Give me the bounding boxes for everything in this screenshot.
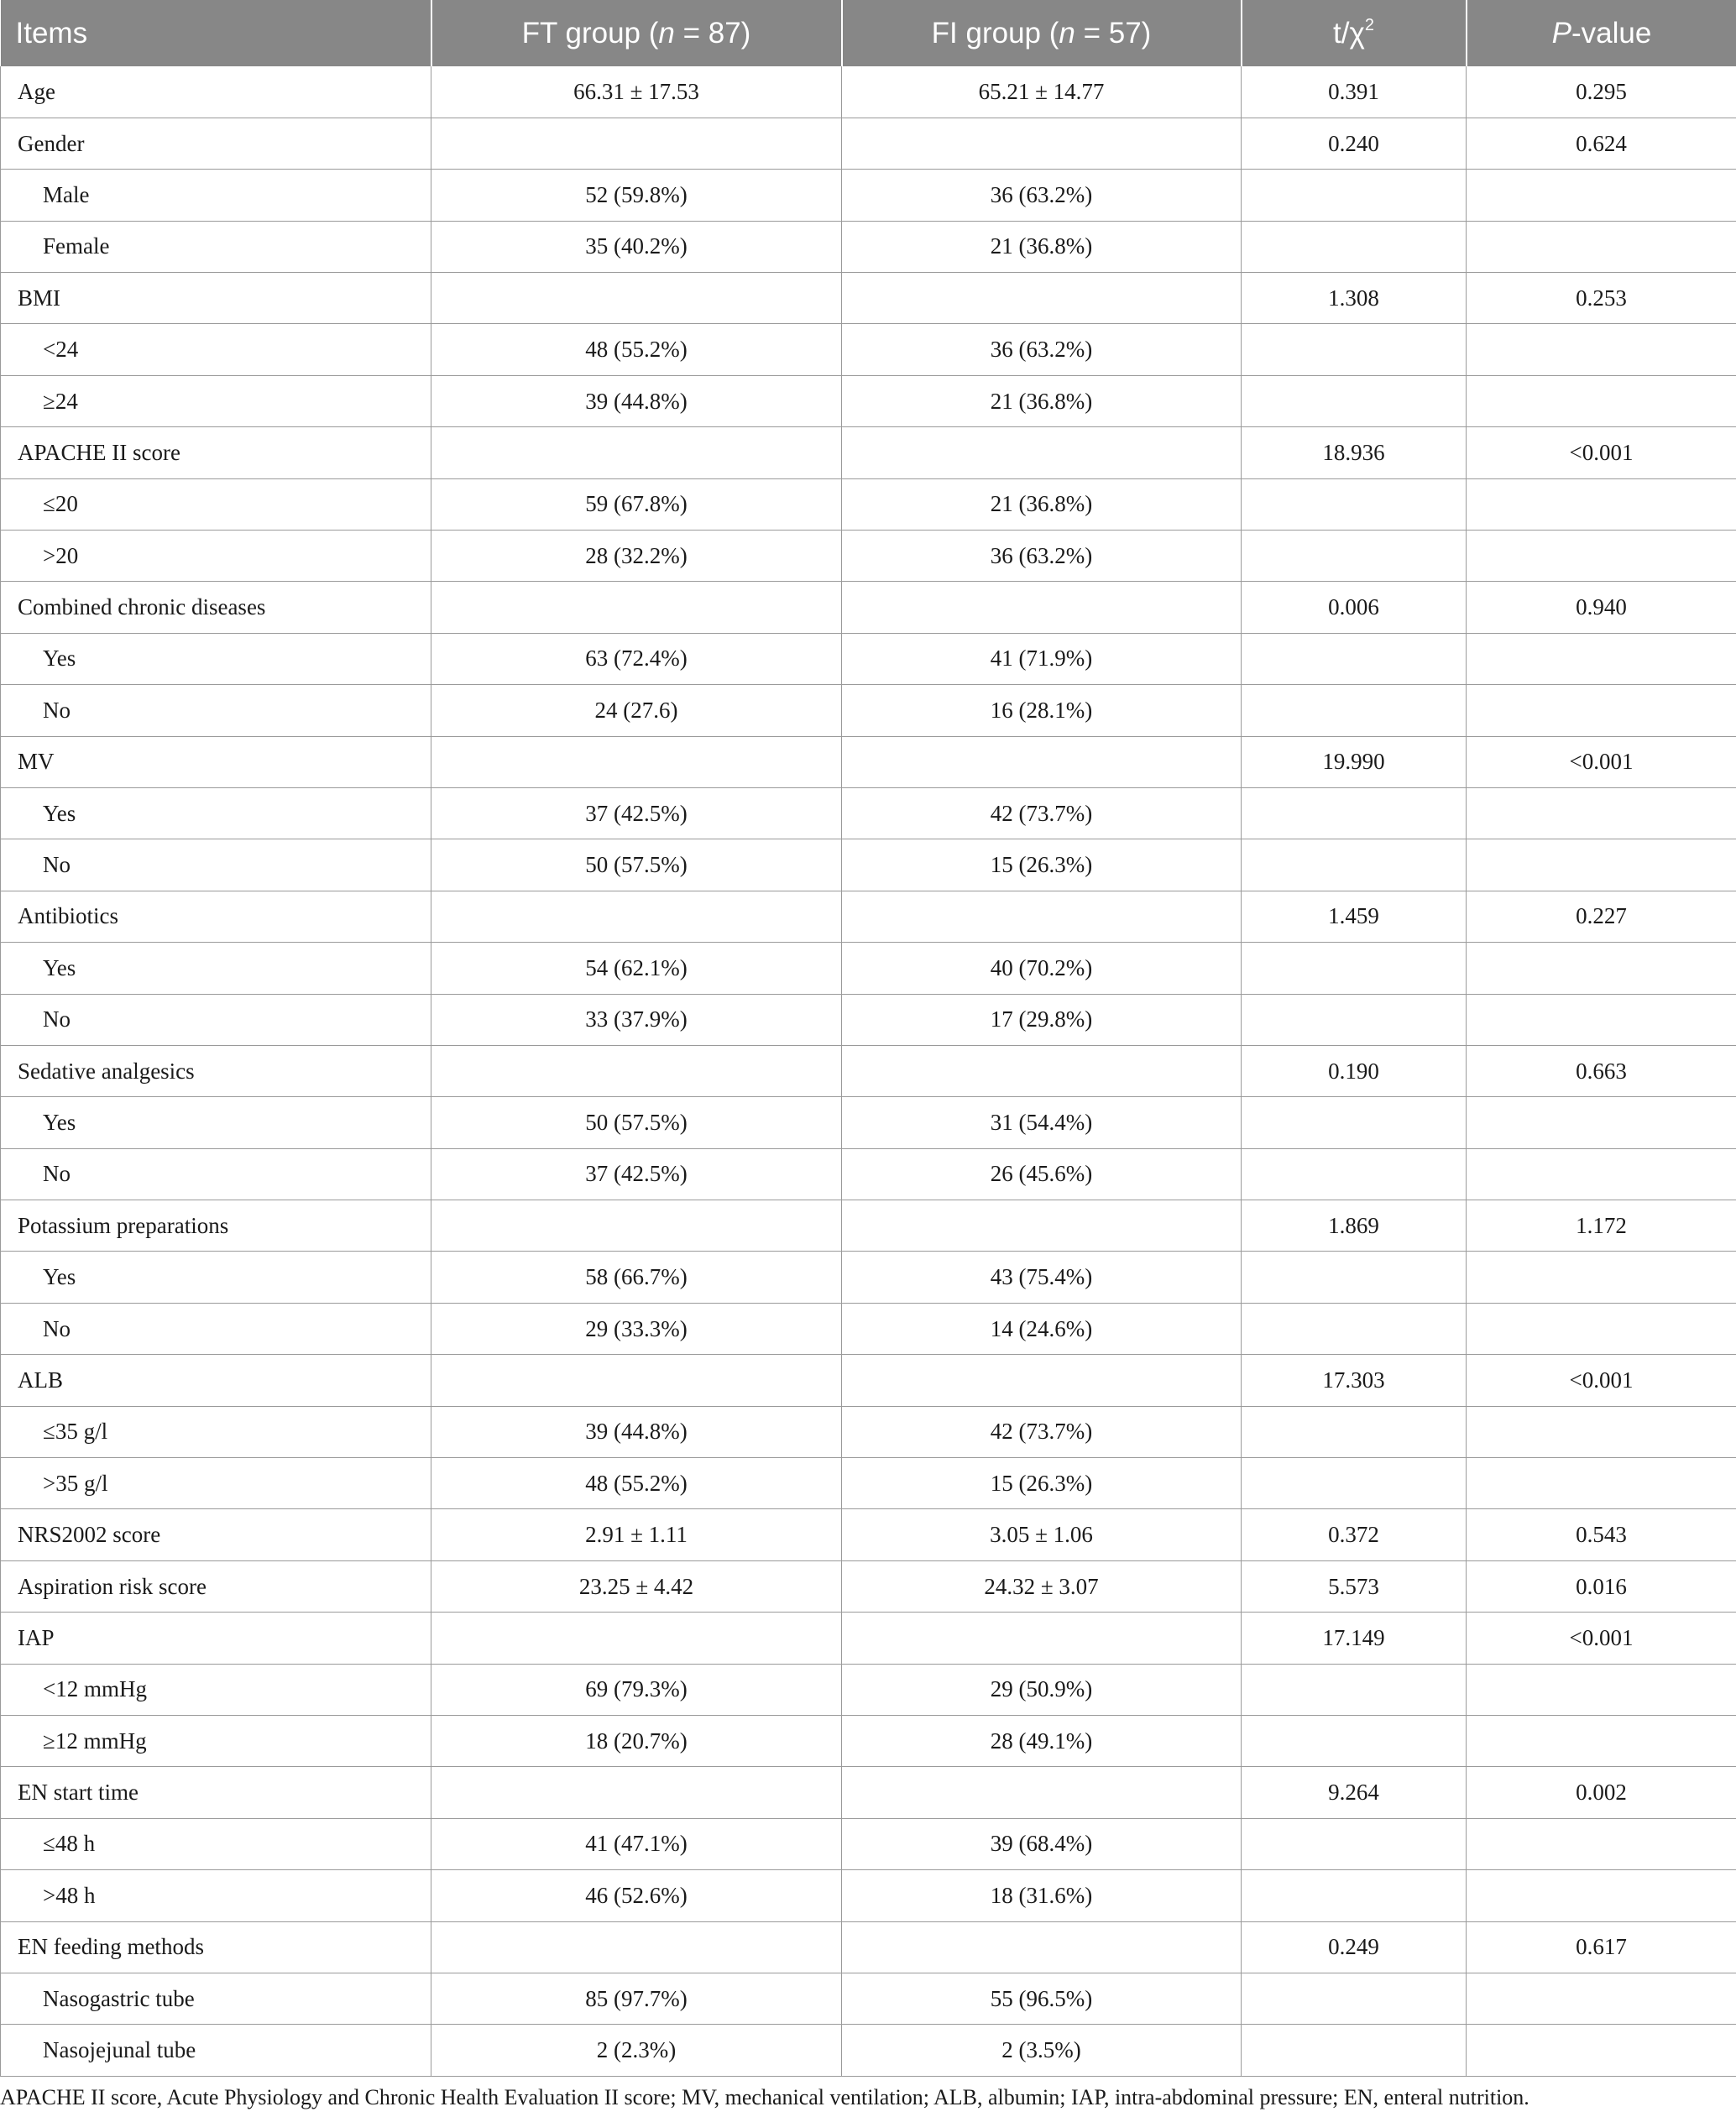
row-label: <12 mmHg [1,1664,431,1715]
fi-group-cell: 24.32 ± 3.07 [842,1560,1242,1612]
table-row [1,531,1736,582]
table-row [1,1252,1736,1303]
ft-group-cell: 28 (32.2%) [431,531,842,582]
row-label: Antibiotics [1,891,431,942]
fi-group-cell: 17 (29.8%) [842,994,1242,1045]
table-row [1,736,1736,787]
ft-group-cell: 48 (55.2%) [431,324,842,375]
table-row [1,478,1736,530]
fi-group-cell: 42 (73.7%) [842,1406,1242,1457]
header-stat-prefix: t/χ [1333,16,1365,50]
p-value-cell [1467,2025,1736,2076]
fi-group-cell [842,1613,1242,1664]
table-row [1,633,1736,684]
fi-group-cell: 21 (36.8%) [842,221,1242,272]
ft-group-cell [431,582,842,633]
ft-group-cell: 33 (37.9%) [431,994,842,1045]
ft-group-cell: 35 (40.2%) [431,221,842,272]
row-label: EN start time [1,1767,431,1818]
p-value-cell: 0.227 [1467,891,1736,942]
row-label: >48 h [1,1870,431,1921]
statistic-cell [1242,221,1467,272]
table-row [1,1716,1736,1767]
table-header [1,0,1736,66]
statistic-cell [1242,531,1467,582]
ft-group-cell: 85 (97.7%) [431,1973,842,2024]
statistic-cell: 0.190 [1242,1045,1467,1096]
fi-group-cell: 14 (24.6%) [842,1303,1242,1354]
table-footnote: APACHE II score, Acute Physiology and Chronic Health Evaluation II score; MV, mechanical ventilation; ALB, albumin; IAP, intra-abdominal pressure; EN, enteral nutrition. [0,2085,1529,2109]
fi-group-cell [842,1200,1242,1252]
row-label: IAP [1,1613,431,1664]
statistic-cell [1242,1303,1467,1354]
p-value-cell: 0.663 [1467,1045,1736,1096]
fi-group-cell: 2 (3.5%) [842,2025,1242,2076]
table-row [1,1973,1736,2024]
fi-group-cell: 43 (75.4%) [842,1252,1242,1303]
fi-group-cell [842,891,1242,942]
p-value-cell: <0.001 [1467,427,1736,478]
table-row [1,943,1736,994]
fi-group-cell [842,582,1242,633]
row-label: <24 [1,324,431,375]
fi-group-cell [842,273,1242,324]
p-value-cell: 1.172 [1467,1200,1736,1252]
ft-group-cell: 66.31 ± 17.53 [431,66,842,118]
p-value-cell: 0.617 [1467,1921,1736,1973]
statistic-cell: 17.303 [1242,1355,1467,1406]
row-label: ALB [1,1355,431,1406]
p-value-cell [1467,1406,1736,1457]
row-label: Yes [1,943,431,994]
p-value-cell [1467,1664,1736,1715]
table-row [1,170,1736,221]
statistic-cell: 0.240 [1242,118,1467,169]
fi-group-cell: 26 (45.6%) [842,1148,1242,1200]
p-value-cell: 0.940 [1467,582,1736,633]
p-value-cell [1467,531,1736,582]
row-label: ≤35 g/l [1,1406,431,1457]
fi-group-cell: 15 (26.3%) [842,1458,1242,1509]
row-label: No [1,1303,431,1354]
statistic-cell: 1.308 [1242,273,1467,324]
table-row [1,1303,1736,1354]
table-row [1,787,1736,839]
statistic-cell [1242,1870,1467,1921]
table-row [1,1045,1736,1096]
row-label: Age [1,66,431,118]
row-label: Nasojejunal tube [1,2025,431,2076]
fi-group-cell: 16 (28.1%) [842,685,1242,736]
table-row [1,1664,1736,1715]
fi-group-cell: 28 (49.1%) [842,1716,1242,1767]
table-row [1,582,1736,633]
fi-group-cell: 40 (70.2%) [842,943,1242,994]
table-row [1,1406,1736,1457]
fi-group-cell: 42 (73.7%) [842,787,1242,839]
p-value-cell [1467,787,1736,839]
fi-group-cell: 41 (71.9%) [842,633,1242,684]
row-label: ≥24 [1,375,431,426]
row-label: ≥12 mmHg [1,1716,431,1767]
fi-group-cell: 3.05 ± 1.06 [842,1509,1242,1560]
row-label: No [1,994,431,1045]
ft-group-cell: 52 (59.8%) [431,170,842,221]
p-value-cell [1467,839,1736,891]
ft-group-cell: 50 (57.5%) [431,1097,842,1148]
statistic-cell [1242,943,1467,994]
table-body [1,66,1736,2076]
header-p-suffix: -value [1571,16,1652,50]
statistic-cell [1242,1818,1467,1869]
ft-group-cell [431,736,842,787]
row-label: Male [1,170,431,221]
header-stat-sup: 2 [1364,15,1374,34]
fi-group-cell: 36 (63.2%) [842,324,1242,375]
p-value-cell [1467,1818,1736,1869]
ft-group-cell: 54 (62.1%) [431,943,842,994]
row-label: EN feeding methods [1,1921,431,1973]
p-value-cell [1467,994,1736,1045]
p-value-cell [1467,1252,1736,1303]
ft-group-cell: 39 (44.8%) [431,375,842,426]
table-row [1,891,1736,942]
p-value-cell [1467,1458,1736,1509]
header-row [1,0,1736,66]
p-value-cell [1467,943,1736,994]
fi-group-cell [842,1355,1242,1406]
table-row [1,375,1736,426]
p-value-cell: 0.624 [1467,118,1736,169]
row-label: MV [1,736,431,787]
table-row [1,324,1736,375]
p-value-cell [1467,1148,1736,1200]
header-statistic [1242,0,1467,66]
ft-group-cell: 2 (2.3%) [431,2025,842,2076]
statistic-cell: 17.149 [1242,1613,1467,1664]
statistic-cell [1242,685,1467,736]
fi-group-cell [842,1045,1242,1096]
fi-group-cell [842,118,1242,169]
fi-group-cell [842,736,1242,787]
table-row [1,1097,1736,1148]
row-label: ≤20 [1,478,431,530]
table-row [1,2025,1736,2076]
fi-group-cell: 15 (26.3%) [842,839,1242,891]
header-fi-prefix: FI group ( [931,16,1059,50]
statistic-cell: 0.391 [1242,66,1467,118]
header-ft-n: n [658,16,675,50]
row-label: Yes [1,633,431,684]
ft-group-cell: 37 (42.5%) [431,1148,842,1200]
header-ft-suffix: = 87) [674,16,751,50]
statistic-cell [1242,1664,1467,1715]
fi-group-cell: 65.21 ± 14.77 [842,66,1242,118]
statistic-cell [1242,1458,1467,1509]
ft-group-cell: 41 (47.1%) [431,1818,842,1869]
ft-group-cell [431,1767,842,1818]
p-value-cell [1467,1097,1736,1148]
table-row [1,118,1736,169]
p-value-cell [1467,1716,1736,1767]
statistic-cell [1242,787,1467,839]
ft-group-cell [431,1613,842,1664]
p-value-cell: <0.001 [1467,1613,1736,1664]
fi-group-cell: 21 (36.8%) [842,375,1242,426]
table-row [1,1870,1736,1921]
p-value-cell: 0.016 [1467,1560,1736,1612]
table-row [1,1355,1736,1406]
ft-group-cell [431,273,842,324]
p-value-cell: <0.001 [1467,1355,1736,1406]
statistic-cell: 5.573 [1242,1560,1467,1612]
fi-group-cell [842,1767,1242,1818]
row-label: Yes [1,787,431,839]
p-value-cell [1467,478,1736,530]
table-row [1,1818,1736,1869]
row-label: Yes [1,1252,431,1303]
row-label: >20 [1,531,431,582]
fi-group-cell: 31 (54.4%) [842,1097,1242,1148]
table-row [1,66,1736,118]
statistic-cell: 18.936 [1242,427,1467,478]
ft-group-cell: 69 (79.3%) [431,1664,842,1715]
header-ft-prefix: FT group ( [521,16,659,50]
ft-group-cell: 39 (44.8%) [431,1406,842,1457]
ft-group-cell: 24 (27.6) [431,685,842,736]
fi-group-cell: 39 (68.4%) [842,1818,1242,1869]
statistic-cell [1242,1097,1467,1148]
statistic-cell: 1.869 [1242,1200,1467,1252]
ft-group-cell: 23.25 ± 4.42 [431,1560,842,1612]
statistic-cell [1242,324,1467,375]
fi-group-cell: 55 (96.5%) [842,1973,1242,2024]
row-label: Female [1,221,431,272]
row-label: Nasogastric tube [1,1973,431,2024]
ft-group-cell [431,891,842,942]
table-row [1,1560,1736,1612]
header-fi-n: n [1059,16,1075,50]
statistic-cell [1242,478,1467,530]
table-row [1,685,1736,736]
row-label: Potassium preparations [1,1200,431,1252]
statistic-cell [1242,1973,1467,2024]
statistic-cell: 0.372 [1242,1509,1467,1560]
statistic-cell: 0.249 [1242,1921,1467,1973]
statistic-cell [1242,2025,1467,2076]
ft-group-cell: 63 (72.4%) [431,633,842,684]
statistic-cell [1242,1148,1467,1200]
header-ft-group [431,0,842,66]
row-label: Gender [1,118,431,169]
p-value-cell [1467,170,1736,221]
table-row [1,839,1736,891]
header-items: Items [1,0,431,66]
ft-group-cell: 29 (33.3%) [431,1303,842,1354]
ft-group-cell [431,1355,842,1406]
table-row [1,273,1736,324]
fi-group-cell [842,427,1242,478]
row-label: APACHE II score [1,427,431,478]
statistic-cell: 19.990 [1242,736,1467,787]
table-row [1,1458,1736,1509]
statistic-cell: 1.459 [1242,891,1467,942]
table-row [1,221,1736,272]
header-fi-suffix: = 57) [1075,16,1152,50]
p-value-cell [1467,1870,1736,1921]
statistic-cell [1242,839,1467,891]
header-fi-group [842,0,1242,66]
row-label: No [1,1148,431,1200]
ft-group-cell [431,427,842,478]
p-value-cell [1467,324,1736,375]
header-p-italic: P [1551,16,1572,50]
p-value-cell [1467,1973,1736,2024]
statistic-cell [1242,1716,1467,1767]
ft-group-cell: 46 (52.6%) [431,1870,842,1921]
fi-group-cell: 18 (31.6%) [842,1870,1242,1921]
table-row [1,427,1736,478]
row-label: ≤48 h [1,1818,431,1869]
row-label: No [1,685,431,736]
fi-group-cell: 21 (36.8%) [842,478,1242,530]
fi-group-cell: 36 (63.2%) [842,170,1242,221]
statistic-cell: 9.264 [1242,1767,1467,1818]
ft-group-cell [431,118,842,169]
statistic-cell [1242,994,1467,1045]
p-value-cell [1467,375,1736,426]
header-p-value [1467,0,1736,66]
row-label: >35 g/l [1,1458,431,1509]
statistic-cell: 0.006 [1242,582,1467,633]
row-label: BMI [1,273,431,324]
fi-group-cell: 29 (50.9%) [842,1664,1242,1715]
p-value-cell [1467,221,1736,272]
row-label: NRS2002 score [1,1509,431,1560]
table-row [1,1767,1736,1818]
ft-group-cell: 50 (57.5%) [431,839,842,891]
ft-group-cell: 37 (42.5%) [431,787,842,839]
p-value-cell [1467,685,1736,736]
statistic-cell [1242,375,1467,426]
p-value-cell: <0.001 [1467,736,1736,787]
table-row [1,1148,1736,1200]
p-value-cell: 0.002 [1467,1767,1736,1818]
statistic-cell [1242,170,1467,221]
ft-group-cell [431,1045,842,1096]
row-label: Yes [1,1097,431,1148]
statistic-cell [1242,1252,1467,1303]
p-value-cell [1467,1303,1736,1354]
statistic-cell [1242,633,1467,684]
table-row [1,1509,1736,1560]
row-label: No [1,839,431,891]
fi-group-cell: 36 (63.2%) [842,531,1242,582]
fi-group-cell [842,1921,1242,1973]
table-row [1,1921,1736,1973]
p-value-cell [1467,633,1736,684]
ft-group-cell: 59 (67.8%) [431,478,842,530]
p-value-cell: 0.543 [1467,1509,1736,1560]
p-value-cell: 0.295 [1467,66,1736,118]
ft-group-cell: 58 (66.7%) [431,1252,842,1303]
row-label: Combined chronic diseases [1,582,431,633]
ft-group-cell: 2.91 ± 1.11 [431,1509,842,1560]
statistic-cell [1242,1406,1467,1457]
ft-group-cell [431,1200,842,1252]
table-row [1,994,1736,1045]
table-row [1,1613,1736,1664]
ft-group-cell: 18 (20.7%) [431,1716,842,1767]
row-label: Sedative analgesics [1,1045,431,1096]
p-value-cell: 0.253 [1467,273,1736,324]
row-label: Aspiration risk score [1,1560,431,1612]
table-row [1,1200,1736,1252]
ft-group-cell: 48 (55.2%) [431,1458,842,1509]
ft-group-cell [431,1921,842,1973]
